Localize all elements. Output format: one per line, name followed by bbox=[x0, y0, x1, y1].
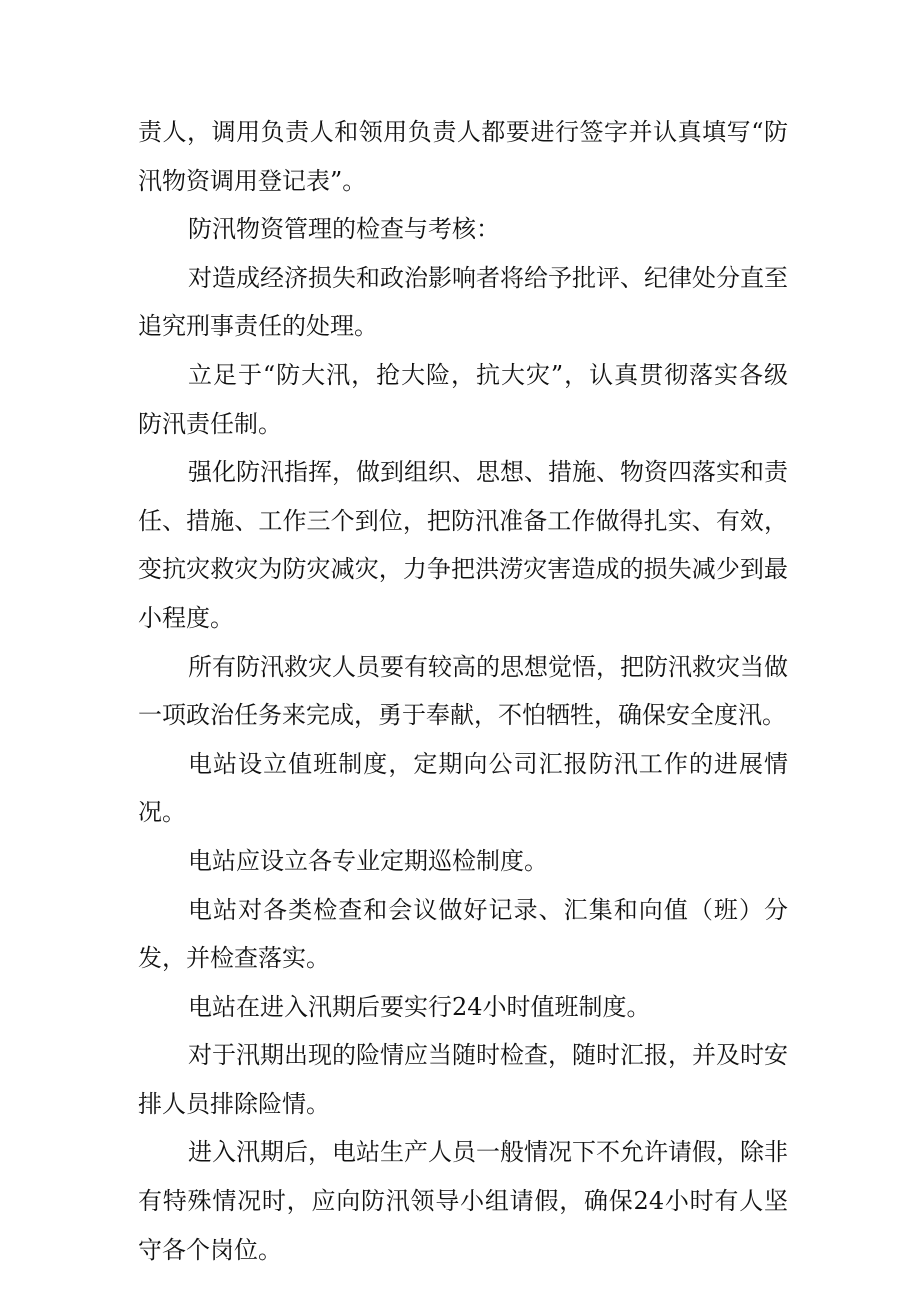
paragraph: 进入汛期后，电站生产人员一般情况下不允许请假，除非有特殊情况时，应向防汛领导小组请假，确保24小时有人坚守各个岗位。 bbox=[138, 1138, 788, 1264]
paragraph: 电站应设立各专业定期巡检制度。 bbox=[188, 846, 548, 875]
paragraph: 电站在进入汛期后要实行24小时值班制度。 bbox=[188, 992, 651, 1021]
paragraph: 立足于“防大汛，抢大险，抗大灾”，认真贯彻落实各级防汛责任制。 bbox=[138, 360, 788, 438]
paragraph: 对造成经济损失和政治影响者将给予批评、纪律处分直至追究刑事责任的处理。 bbox=[138, 263, 788, 341]
paragraph: 防汛物资管理的检查与考核： bbox=[188, 215, 500, 244]
paragraph-continued: 责人，调用负责人和领用负责人都要进行签字并认真填写“防汛物资调用登记表”。 bbox=[138, 118, 788, 195]
document-body bbox=[138, 108, 788, 1274]
paragraph: 强化防汛指挥，做到组织、思想、措施、物资四落实和责任、措施、工作三个到位，把防汛准备工作做得扎实、有效，变抗灾救灾为防灾减灾，力争把洪涝灾害造成的损失减少到最小程度。 bbox=[138, 458, 788, 632]
paragraph: 电站设立值班制度，定期向公司汇报防汛工作的进展情况。 bbox=[138, 749, 788, 827]
paragraph: 对于汛期出现的险情应当随时检查，随时汇报，并及时安排人员排除险情。 bbox=[138, 1041, 788, 1118]
paragraph: 电站对各类检查和会议做好记录、汇集和向值（班）分发，并检查落实。 bbox=[138, 895, 788, 973]
paragraph: 所有防汛救灾人员要有较高的思想觉悟，把防汛救灾当做一项政治任务来完成，勇于奉献，不怕牺牲，确保安全度汛。 bbox=[138, 652, 788, 730]
